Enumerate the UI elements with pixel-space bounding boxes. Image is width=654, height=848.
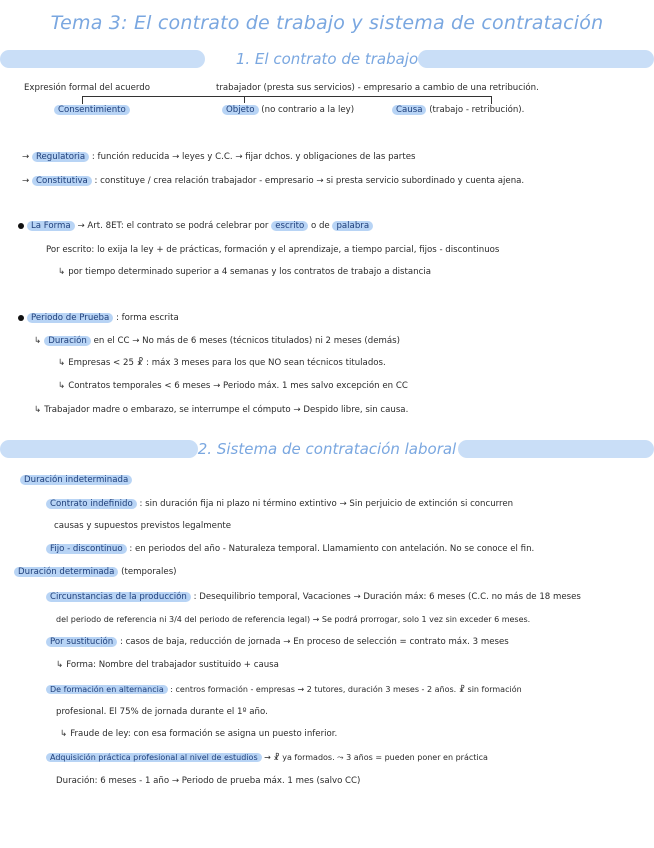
- determinada-heading: [14, 566, 177, 578]
- alternancia-fraude: [60, 728, 337, 740]
- prueba-line-2: [58, 380, 408, 392]
- adquisicion-label: Adquisición práctica profesional al nivel de estudios: [46, 753, 262, 762]
- fijo-label: Fijo - discontinuo: [46, 544, 127, 554]
- forma-label: La Forma: [27, 221, 75, 231]
- element-consentimiento: [54, 104, 130, 116]
- bullet-icon: [18, 315, 24, 321]
- forma-line-2: Por escrito: lo exija la ley + de prácticas, formación y el aprendizaje, a tiempo parcial, fijos - discontinuos: [46, 245, 500, 255]
- function-text: : función reducida → leyes y C.C. → fijar dchos. y obligaciones de las partes: [91, 152, 416, 162]
- prueba-line-3: [34, 404, 408, 416]
- element-causa: [392, 104, 524, 116]
- elements-bracket-mid: [244, 96, 245, 103]
- prueba-line-1-text: Empresas < 25 ☧ : máx 3 meses para los que NO sean técnicos titulados.: [68, 358, 386, 368]
- elements-bracket: [82, 96, 492, 104]
- prueba-duracion: [34, 335, 400, 347]
- section-2-band: [0, 437, 654, 461]
- forma-palabra: palabra: [332, 221, 373, 231]
- element-label: Consentimiento: [54, 105, 130, 115]
- element-note: (no contrario a la ley): [261, 105, 355, 115]
- element-label: Objeto: [222, 105, 259, 115]
- element-note: (trabajo - retribución).: [429, 105, 525, 115]
- definition-text-a: Expresión formal del acuerdo: [24, 83, 151, 93]
- hook-arrow-icon: ↳: [34, 405, 42, 415]
- hook-arrow-icon: ↳: [58, 381, 66, 391]
- circunstancias-label: Circunstancias de la producción: [46, 592, 191, 602]
- fijo-text: : en periodos del año - Naturaleza temporal. Llamamiento con antelación. No se conoce el fin.: [129, 544, 535, 554]
- determinada-label: Duración determinada: [14, 567, 118, 577]
- section-2-heading: 2. Sistema de contratación laboral: [197, 440, 457, 458]
- circunstancias-line-2: del periodo de referencia ni 3/4 del periodo de referencia legal) → Se podrá prorrogar, solo 1 vez sin exceder 6 meses.: [56, 615, 531, 624]
- forma-line-1: [18, 220, 373, 232]
- determinada-note: (temporales): [121, 567, 177, 577]
- function-constitutiva: → Constitutiva : constituye / crea relación trabajador - empresario → si presta servicio subordinado y cuenta ajena.: [22, 176, 525, 186]
- prueba-label: Periodo de Prueba: [27, 313, 113, 323]
- function-regulatoria: → Regulatoria : función reducida → leyes y C.C. → fijar dchos. y obligaciones de las partes: [22, 152, 416, 162]
- bullet-icon: [18, 223, 24, 229]
- circunstancias-text: : Desequilibrio temporal, Vacaciones → Duración máx: 6 meses (C.C. no más de 18 meses: [193, 592, 581, 602]
- sustitucion-label: Por sustitución: [46, 637, 117, 647]
- sustitucion: [46, 636, 509, 648]
- forma-text: → Art. 8ET: el contrato se podrá celebrar por: [77, 221, 269, 231]
- prueba-line-1: [58, 357, 386, 369]
- forma-escrito: escrito: [271, 221, 308, 231]
- alternancia-line-1: [46, 684, 522, 695]
- adquisicion-line-1: [46, 752, 488, 763]
- hook-arrow-icon: ↳: [34, 336, 42, 346]
- indeterminada-label: Duración indeterminada: [20, 475, 132, 485]
- forma-line-3: [58, 266, 431, 278]
- hook-arrow-icon: ↳: [60, 729, 68, 739]
- alternancia-label: De formación en alternancia: [46, 685, 168, 694]
- indefinido-text: : sin duración fija ni plazo ni término extintivo → Sin perjuicio de extinción si concurren: [139, 499, 514, 509]
- duracion-text: en el CC → No más de 6 meses (técnicos titulados) ni 2 meses (demás): [93, 336, 400, 346]
- definition-text-b: trabajador (presta sus servicios) - empresario a cambio de una retribución.: [216, 83, 539, 93]
- hook-arrow-icon: ↳: [56, 660, 64, 670]
- forma-o-de: o de: [310, 221, 330, 231]
- prueba-line-2-text: Contratos temporales < 6 meses → Periodo máx. 1 mes salvo excepción en CC: [68, 381, 408, 391]
- alternancia-fraude-text: Fraude de ley: con esa formación se asigna un puesto inferior.: [70, 729, 338, 739]
- alternancia-text: : centros formación - empresas → 2 tutores, duración 3 meses - 2 años. ☧ sin formación: [170, 685, 522, 694]
- section-1-band: [0, 47, 654, 71]
- sustitucion-text: : casos de baja, reducción de jornada → En proceso de selección = contrato máx. 3 meses: [119, 637, 509, 647]
- function-label: Regulatoria: [32, 152, 89, 162]
- element-objeto: [222, 104, 354, 116]
- hook-arrow-icon: ↳: [58, 267, 66, 277]
- indefinido-line-1: [46, 498, 513, 510]
- page-title: Tema 3: El contrato de trabajo y sistema de contratación: [50, 12, 604, 34]
- section-1-heading: 1. El contrato de trabajo: [235, 50, 419, 68]
- alternancia-line-2: profesional. El 75% de jornada durante el 1º año.: [56, 707, 268, 717]
- forma-line-3-text: por tiempo determinado superior a 4 semanas y los contratos de trabajo a distancia: [68, 267, 431, 277]
- indefinido-label: Contrato indefinido: [46, 499, 137, 509]
- duracion-label: Duración: [44, 336, 91, 346]
- function-label: Constitutiva: [32, 176, 92, 186]
- indefinido-line-2: causas y supuestos previstos legalmente: [54, 521, 232, 531]
- sustitucion-forma-text: Forma: Nombre del trabajador sustituido + causa: [66, 660, 279, 670]
- adquisicion-text: → ☧ ya formados. ⤳ 3 años = pueden poner en práctica: [264, 753, 488, 762]
- adquisicion-duracion: Duración: 6 meses - 1 año → Periodo de prueba máx. 1 mes (salvo CC): [56, 776, 361, 786]
- circunstancias-line-1: [46, 591, 581, 603]
- prueba-heading: [18, 312, 179, 324]
- function-text: : constituye / crea relación trabajador - empresario → si presta servicio subordinado y cuenta ajena.: [94, 176, 525, 186]
- hook-arrow-icon: ↳: [58, 358, 66, 368]
- prueba-text: : forma escrita: [116, 313, 179, 323]
- fijo-discontinuo: [46, 543, 534, 555]
- sustitucion-forma: [56, 659, 279, 671]
- prueba-line-3-text: Trabajador madre o embarazo, se interrumpe el cómputo → Despido libre, sin causa.: [44, 405, 409, 415]
- indeterminada-heading: [20, 474, 132, 486]
- element-label: Causa: [392, 105, 426, 115]
